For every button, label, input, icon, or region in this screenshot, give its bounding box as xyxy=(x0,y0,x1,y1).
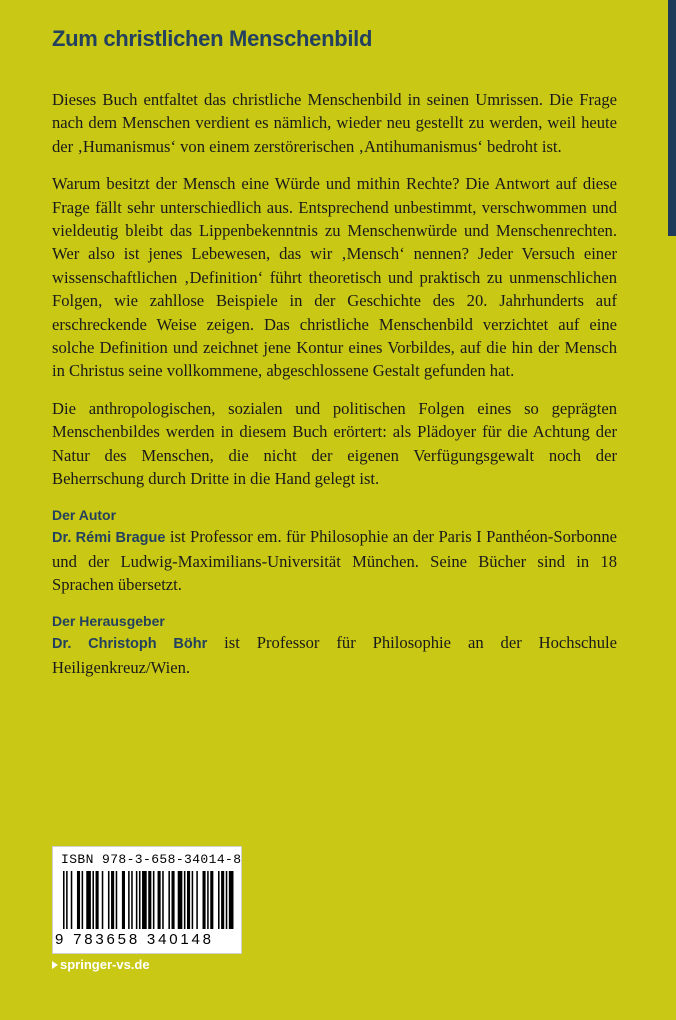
barcode-bar xyxy=(196,871,198,929)
barcode-bar xyxy=(158,871,161,929)
barcode-bar xyxy=(86,871,91,929)
editor-bio xyxy=(52,631,617,680)
ean-digits: 9 783658 340148 xyxy=(55,931,214,948)
barcode-bar xyxy=(207,871,209,929)
author-name: Dr. Rémi Brague xyxy=(52,529,166,546)
barcode-bar xyxy=(102,871,104,929)
barcode-bar xyxy=(221,871,224,929)
barcode-bar xyxy=(96,871,99,929)
publisher-website[interactable] xyxy=(52,957,150,972)
barcode-bar xyxy=(218,871,220,929)
barcode-bar xyxy=(142,871,147,929)
editor-heading: Der Herausgeber xyxy=(52,612,165,629)
barcode-bar xyxy=(82,871,84,929)
editor-name: Dr. Christoph Böhr xyxy=(52,635,208,652)
blurb-paragraph-3: Die anthropologischen, sozialen und politischen Folgen eines so geprägten Menschenbildes werden in diesem Buch erörtert: als Plädoyer für die Achtung der Natur des Menschen, die nicht der eigenen Verfügungsgewalt noch der Beherrschung durch Dritte in die Hand gelegt ist. xyxy=(52,398,617,489)
barcode-bar xyxy=(92,871,94,929)
blurb-paragraph-1: Dieses Buch entfaltet das christliche Menschenbild in seinen Umrissen. Die Frage nach dem Menschen verdient es nämlich, wieder neu gestellt zu werden, weil heute der ‚Humanismus‘ von einem zerstörerischen ‚Antihumanismus‘ bedroht ist. xyxy=(52,90,617,156)
editor-bio-text: ist Professor für Philosophie an der Hochschule Heiligenkreuz/Wien. xyxy=(52,632,617,678)
barcode-bar xyxy=(108,871,110,929)
barcode-bar xyxy=(128,871,130,929)
barcode-bar xyxy=(63,871,65,929)
barcode-bar xyxy=(71,871,73,929)
website-label: springer-vs.de xyxy=(60,957,150,972)
barcode-bar xyxy=(116,871,118,929)
isbn-number: ISBN 978-3-658-34014-8 xyxy=(61,852,242,867)
barcode-bar xyxy=(136,871,138,929)
barcode-bar xyxy=(187,871,190,929)
barcode-bar xyxy=(168,871,170,929)
barcode-bar xyxy=(172,871,175,929)
barcode-bar xyxy=(66,871,68,929)
barcode-bar xyxy=(178,871,183,929)
barcode-bar xyxy=(131,871,133,929)
barcode-bar xyxy=(184,871,186,929)
barcode-bar xyxy=(210,871,213,929)
barcode-bar xyxy=(111,871,114,929)
back-cover-text xyxy=(52,88,617,694)
arrow-right-icon xyxy=(52,961,58,969)
barcode-bar xyxy=(139,871,141,929)
barcode-bar xyxy=(122,871,125,929)
barcode-bar xyxy=(162,871,164,929)
spine-color-strip xyxy=(668,0,676,236)
author-bio xyxy=(52,525,617,597)
barcode-bar xyxy=(203,871,206,929)
barcode-bar xyxy=(148,871,151,929)
barcode-bar xyxy=(229,871,234,929)
author-heading: Der Autor xyxy=(52,506,117,523)
blurb-paragraph-2: Warum besitzt der Mensch eine Würde und mithin Rechte? Die Antwort auf diese Frage fällt sehr unterschiedlich aus. Entsprechend unbestimmt, verschwommen und vieldeutig bleibt das Lippenbekenntnis zu Menschenwürde und Menschenrechten. Wer also ist jenes Lebewesen, das wir ‚Mensch‘ nennen? Jeder Versuch einer wissenschaftlichen ‚Definition‘ führt theoretisch und praktisch zu unmenschlichen Folgen, wie zahllose Beispiele in der Geschichte des 20. Jahrhunderts auf erschreckende Weise zeigen. Das christliche Menschenbild verzichtet auf eine solche Definition und zeichnet jene Kontur eines Vorbildes, auf die hin der Mensch in Christus seine vollkommene, abgeschlossene Gestalt gefunden hat. xyxy=(52,174,617,381)
barcode-bar xyxy=(77,871,80,929)
book-title: Zum christlichen Menschenbild xyxy=(52,26,373,51)
barcode-bars xyxy=(57,871,237,929)
author-bio-text: ist Professor em. für Philosophie an der Paris I Panthéon-Sorbonne und der Ludwig-Maximilians-Universität München. Seine Bücher sind in 18 Sprachen übersetzt. xyxy=(52,526,617,595)
barcode-bar xyxy=(226,871,228,929)
isbn-barcode xyxy=(52,846,242,954)
barcode-bar xyxy=(153,871,155,929)
barcode-bar xyxy=(192,871,194,929)
